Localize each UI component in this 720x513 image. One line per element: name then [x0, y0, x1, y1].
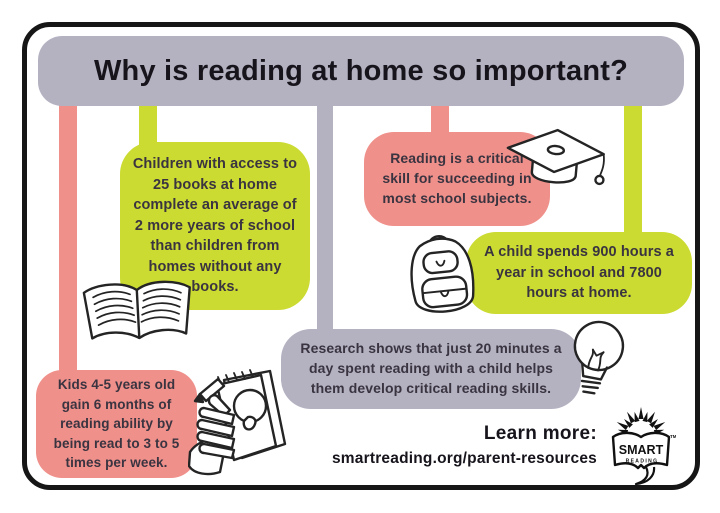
- hand-holding-book-icon: [188, 364, 290, 478]
- starburst-icon: [616, 407, 667, 435]
- connector-green-right: [624, 102, 642, 242]
- bubble-text: Reading is a critical skill for succeeding in most school subjects.: [382, 150, 532, 206]
- resources-url: smartreading.org/parent-resources: [331, 450, 597, 467]
- open-book-icon: [76, 271, 200, 355]
- logo-tm-mark: TM: [670, 434, 676, 439]
- logo-text-smart: SMART: [618, 443, 664, 457]
- bubble-text: A child spends 900 hours a year in school and 7800 hours at home.: [484, 244, 674, 302]
- speech-bubble-hours: [466, 232, 692, 314]
- speech-bubble-research: [281, 329, 581, 409]
- bubble-text: Children with access to 25 books at home complete an average of 2 more years of school than children from homes without any books.: [132, 155, 298, 296]
- connector-pink-left: [59, 102, 77, 382]
- footer: [267, 423, 597, 468]
- page-title: Why is reading at home so important?: [93, 54, 629, 87]
- bubble-text: Kids 4-5 years old gain 6 months of reading ability by being read to 3 to 5 times per week.: [53, 377, 180, 471]
- bubble-text: Research shows that just 20 minutes a day spent reading with a child helps them develop critical reading skills.: [300, 340, 562, 396]
- backpack-icon: [401, 226, 484, 325]
- connector-gray-center: [317, 102, 333, 342]
- smart-reading-logo: [606, 406, 676, 490]
- speech-bubble-kids-gain: [36, 370, 197, 478]
- logo-text-reading: READING: [625, 458, 659, 465]
- header-banner: [38, 36, 684, 106]
- graduation-cap-icon: [499, 118, 611, 203]
- learn-more-label: Learn more:: [483, 423, 597, 444]
